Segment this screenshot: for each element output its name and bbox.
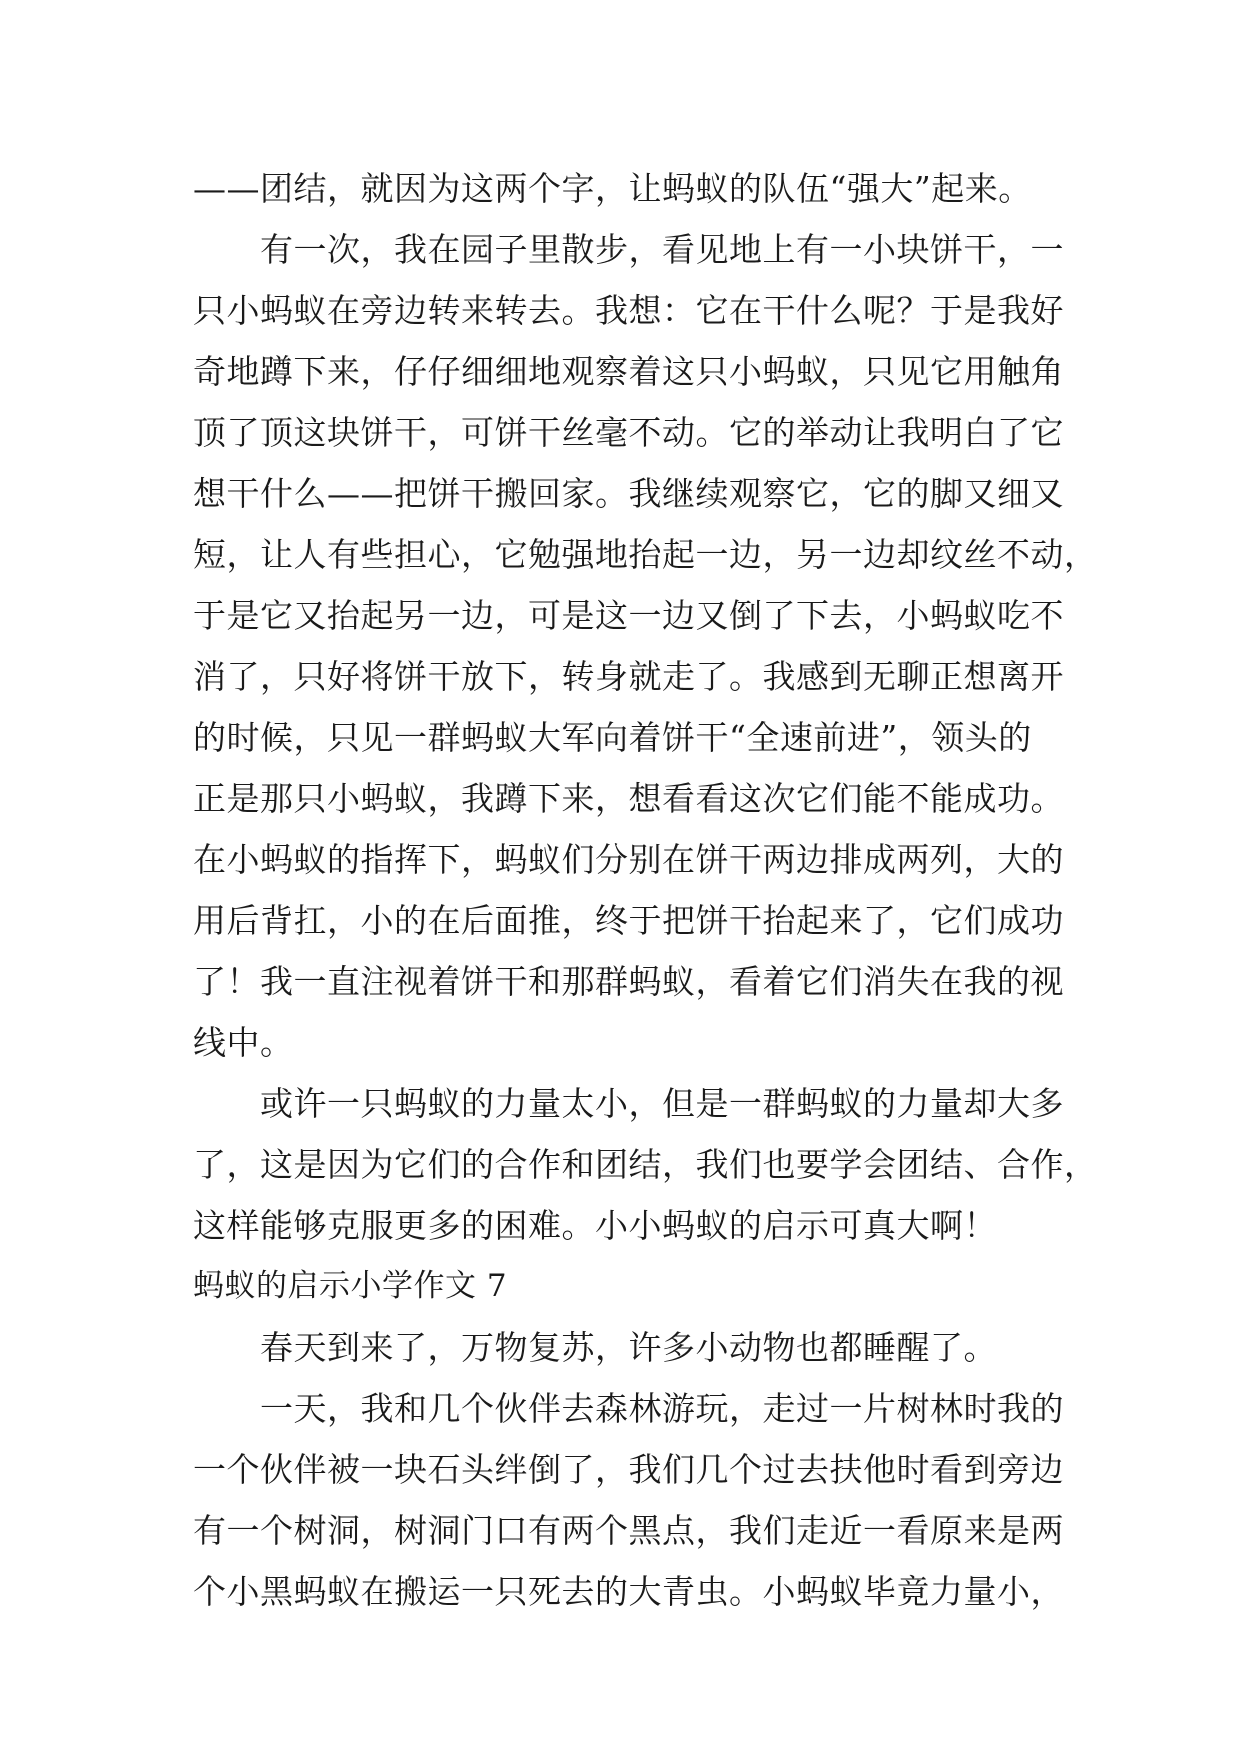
text-line: 或许一只蚂蚁的力量太小，但是一群蚂蚁的力量却大多	[260, 1084, 1064, 1123]
text-line: 于是它又抬起另一边，可是这一边又倒了下去，小蚂蚁吃不	[193, 596, 1064, 635]
text-line: 顶了顶这块饼干，可饼干丝毫不动。它的举动让我明白了它	[193, 413, 1064, 452]
text-line: 春天到来了，万物复苏，许多小动物也都睡醒了。	[260, 1328, 997, 1367]
text-line: 只小蚂蚁在旁边转来转去。我想：它在干什么呢？于是我好	[193, 291, 1064, 330]
text-line: 的时候，只见一群蚂蚁大军向着饼干“全速前进”，领头的	[193, 718, 1032, 757]
text-line: 线中。	[193, 1023, 294, 1062]
text-line: 有一个树洞，树洞门口有两个黑点，我们走近一看原来是两	[193, 1511, 1064, 1550]
text-line: 奇地蹲下来，仔仔细细地观察着这只小蚂蚁，只见它用触角	[193, 352, 1064, 391]
text-line: 短，让人有些担心，它勉强地抬起一边，另一边却纹丝不动，	[193, 535, 1098, 574]
text-line: 一个伙伴被一块石头绊倒了，我们几个过去扶他时看到旁边	[193, 1450, 1064, 1489]
text-line: 用后背扛，小的在后面推，终于把饼干抬起来了，它们成功	[193, 901, 1064, 940]
text-line: 想干什么——把饼干搬回家。我继续观察它，它的脚又细又	[193, 474, 1064, 513]
text-line: 了！我一直注视着饼干和那群蚂蚁，看着它们消失在我的视	[193, 962, 1064, 1001]
text-line: 了，这是因为它们的合作和团结，我们也要学会团结、合作，	[193, 1145, 1098, 1184]
text-line: 一天，我和几个伙伴去森林游玩，走过一片树林时我的	[260, 1389, 1064, 1428]
document-body	[193, 158, 1098, 1622]
text-line: 正是那只小蚂蚁，我蹲下来，想看看这次它们能不能成功。	[193, 779, 1064, 818]
text-line: 个小黑蚂蚁在搬运一只死去的大青虫。小蚂蚁毕竟力量小，	[193, 1572, 1064, 1611]
text-line: 这样能够克服更多的困难。小小蚂蚁的启示可真大啊！	[193, 1206, 997, 1245]
text-line: ——团结，就因为这两个字，让蚂蚁的队伍“强大”起来。	[193, 169, 1032, 208]
section-heading: 蚂蚁的启示小学作文 7	[193, 1268, 508, 1304]
text-line: 消了，只好将饼干放下，转身就走了。我感到无聊正想离开	[193, 657, 1064, 696]
text-line: 有一次，我在园子里散步，看见地上有一小块饼干，一	[260, 230, 1064, 269]
text-line: 在小蚂蚁的指挥下，蚂蚁们分别在饼干两边排成两列，大的	[193, 840, 1064, 879]
